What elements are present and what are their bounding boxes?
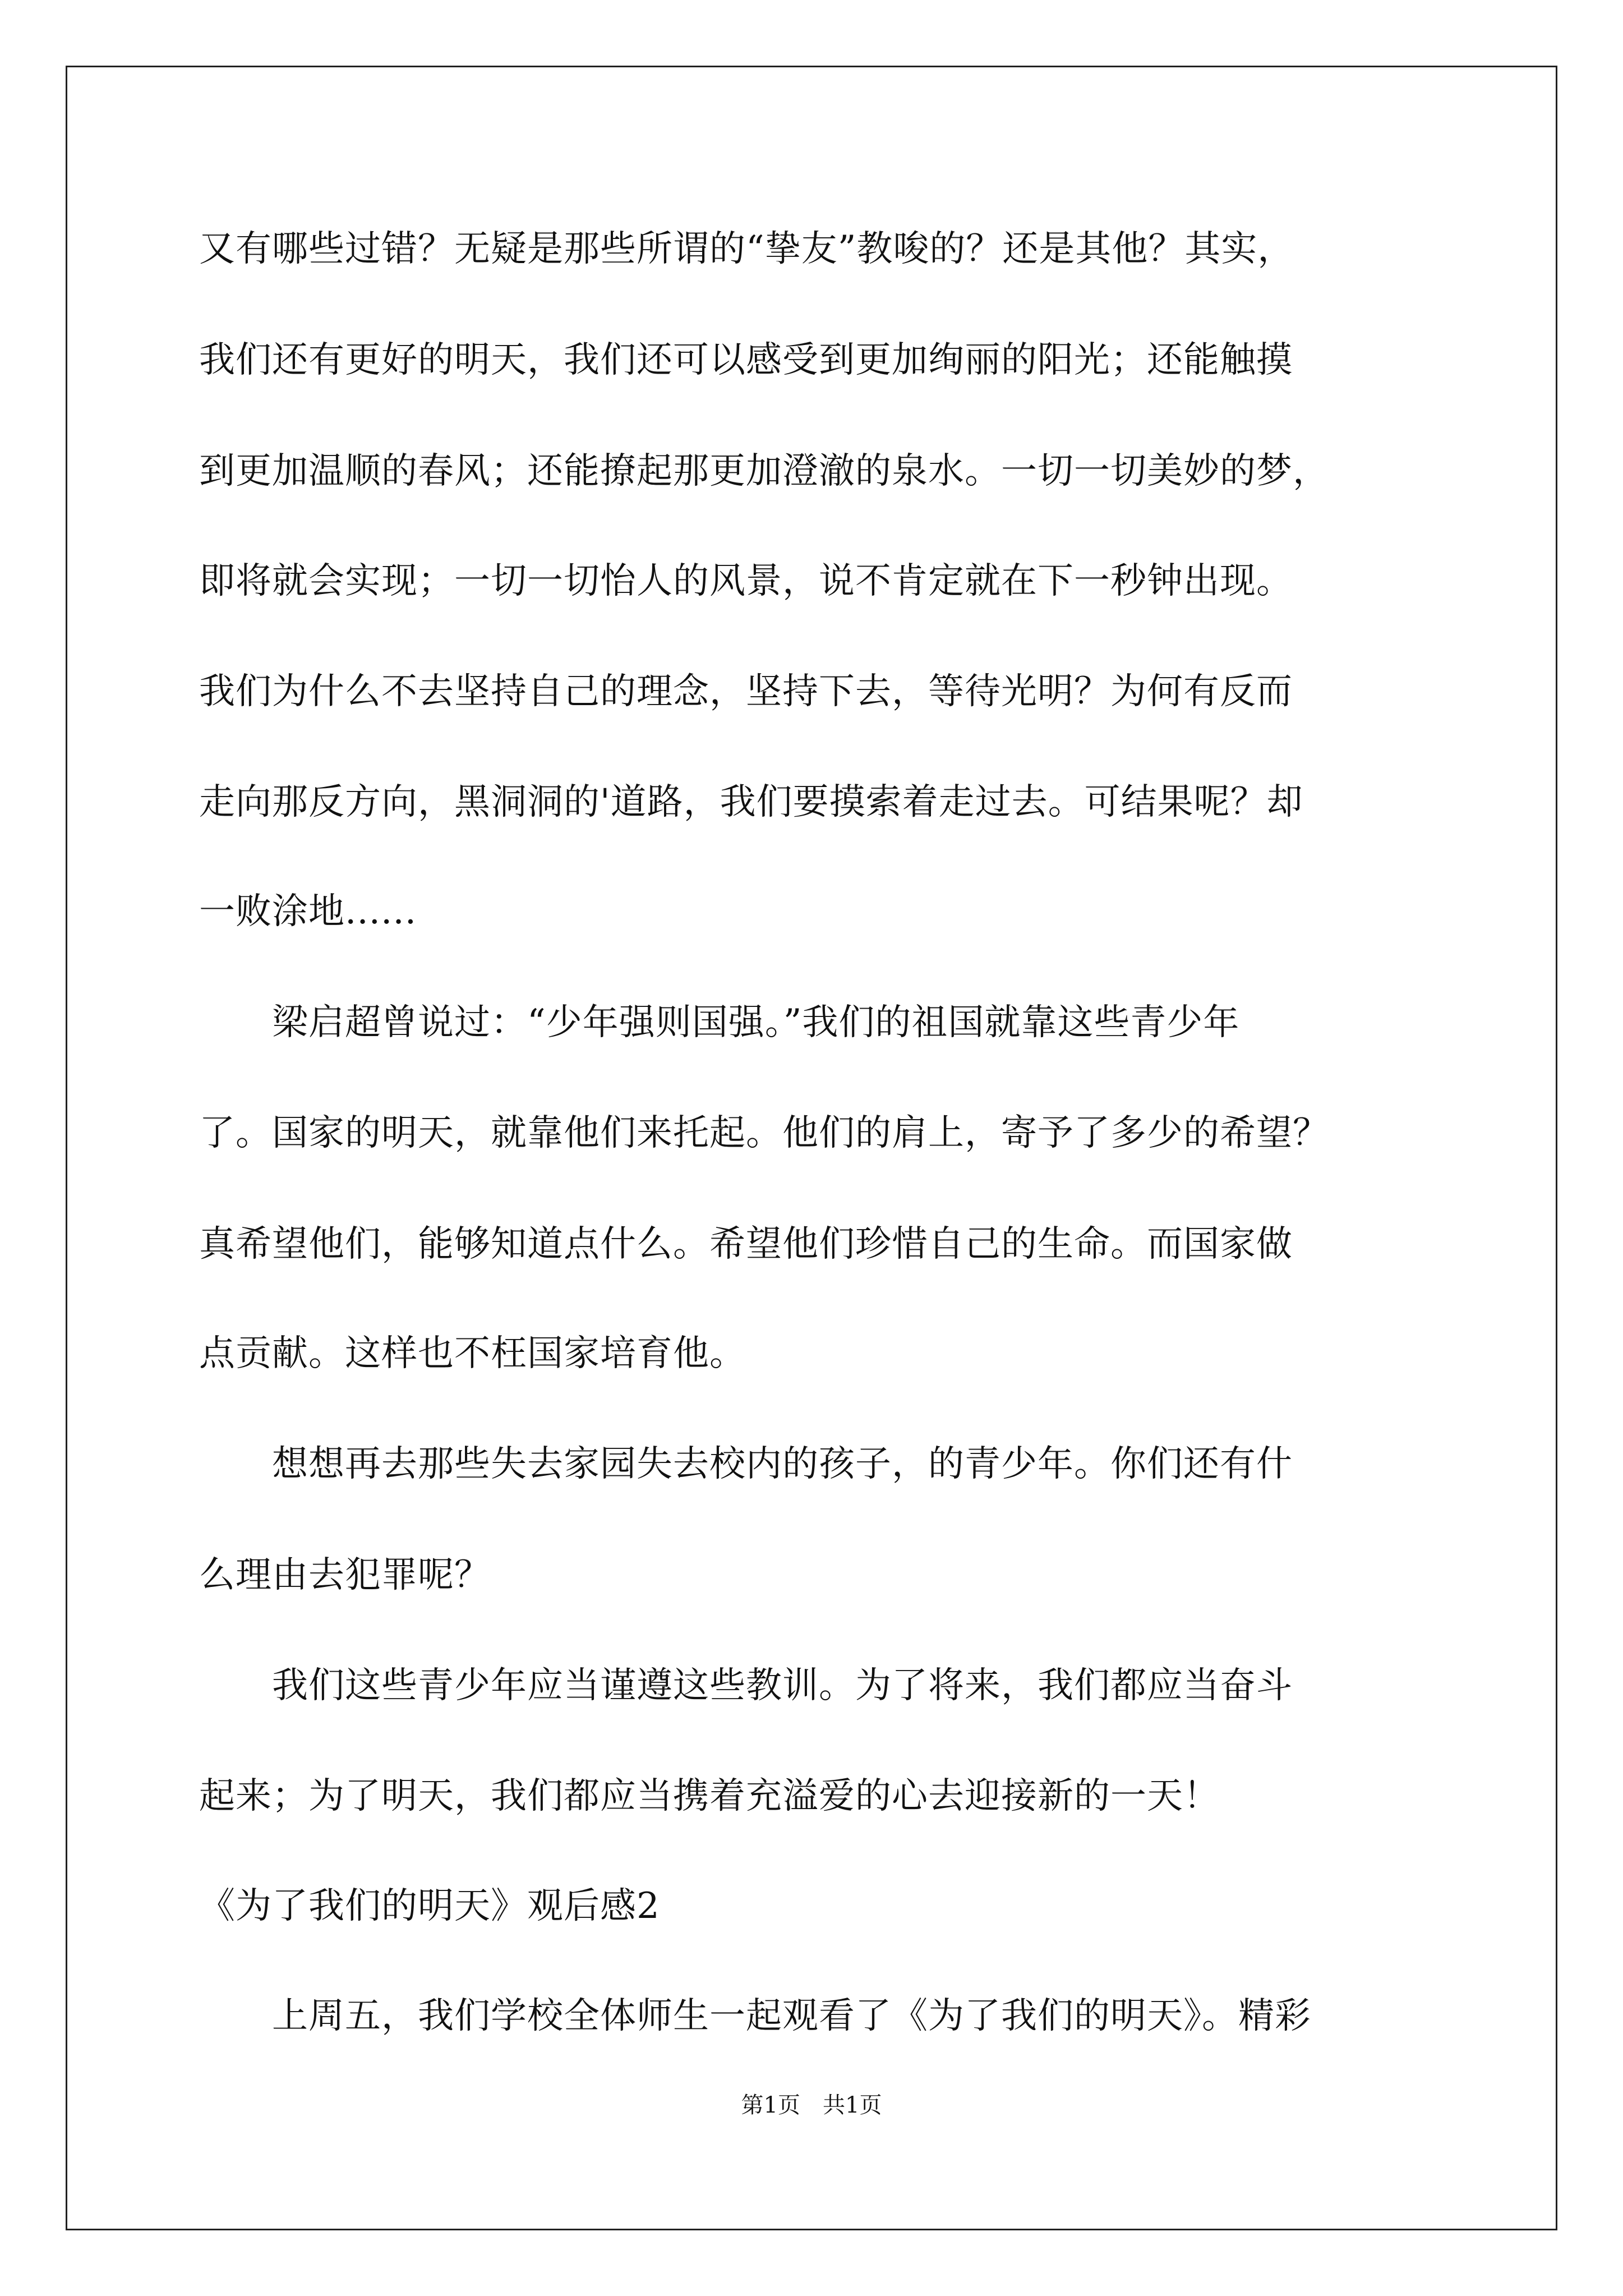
text-line: 想想再去那些失去家园失去校内的孩子，的青少年。你们还有什 (199, 1443, 1293, 1485)
text-line: 真希望他们，能够知道点什么。希望他们珍惜自己的生命。而国家做 (199, 1223, 1293, 1265)
text-line: 我们为什么不去坚持自己的理念，坚持下去，等待光明？为何有反而 (199, 671, 1293, 712)
text-line: 即将就会实现；一切一切怡人的风景，说不肯定就在下一秒钟出现。 (199, 560, 1293, 602)
section-heading: 《为了我们的明天》观后感2 (199, 1885, 660, 1927)
text-line: 走向那反方向，黑洞洞的'道路，我们要摸索着走过去。可结果呢？却 (199, 781, 1303, 823)
text-line: 又有哪些过错？无疑是那些所谓的“挚友”教唆的？还是其他？其实， (199, 228, 1294, 270)
text-line: 我们这些青少年应当谨遵这些教训。为了将来，我们都应当奋斗 (199, 1665, 1293, 1706)
text-line: 么理由去犯罪呢？ (199, 1554, 491, 1596)
text-line: 了。国家的明天，就靠他们来托起。他们的肩上，寄予了多少的希望？ (199, 1112, 1329, 1154)
text-line: 上周五，我们学校全体师生一起观看了《为了我们的明天》。精彩 (199, 1995, 1311, 2037)
text-line: 起来；为了明天，我们都应当携着充溢爱的心去迎接新的一天！ (199, 1775, 1220, 1817)
text-line: 点贡献。这样也不枉国家培育他。 (199, 1333, 746, 1374)
text-line: 我们还有更好的明天，我们还可以感受到更加绚丽的阳光；还能触摸 (199, 339, 1293, 381)
text-line: 梁启超曾说过：“少年强则国强。”我们的祖国就靠这些青少年 (199, 1002, 1240, 1043)
page-footer: 第1页 共1页 (741, 2092, 882, 2118)
text-line: 一败涂地...... (199, 891, 417, 932)
text-line: 到更加温顺的春风；还能撩起那更加澄澈的泉水。一切一切美妙的梦， (199, 450, 1329, 492)
